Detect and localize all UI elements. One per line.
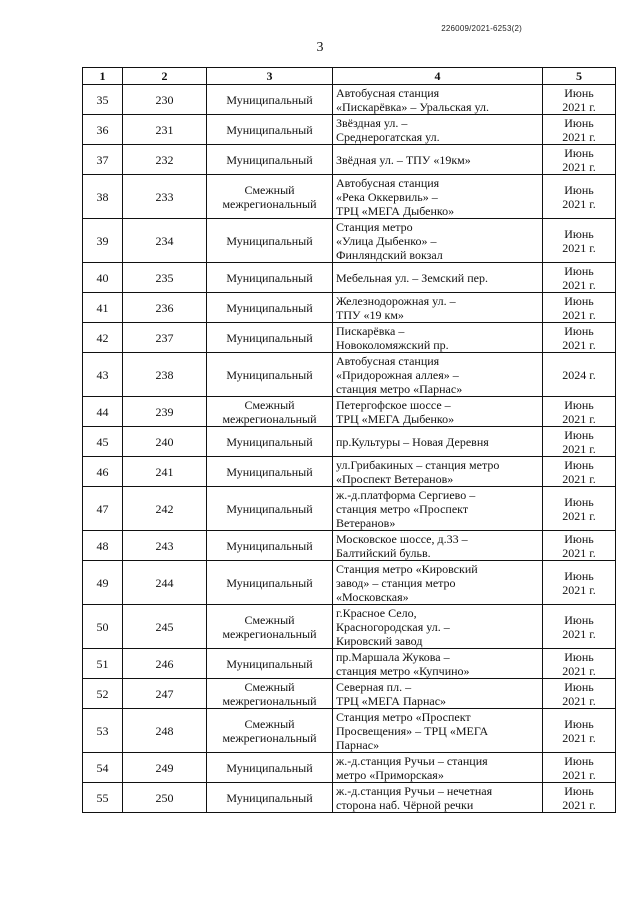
route-description-line: Ветеранов» [336, 515, 396, 530]
route-description [333, 263, 543, 293]
launch-date [543, 175, 616, 219]
route-description-line: ж.-д.платформа Сергиево – [336, 487, 476, 502]
launch-date-line: Июнь [564, 716, 594, 731]
launch-date [543, 649, 616, 679]
launch-date [543, 427, 616, 457]
row-number: 54 [83, 753, 123, 783]
table-row [83, 487, 616, 531]
route-type: Смежный межрегиональный [207, 397, 333, 427]
launch-date-line: 2021 г. [562, 508, 596, 523]
route-type: Муниципальный [207, 649, 333, 679]
row-number: 48 [83, 531, 123, 561]
route-type: Муниципальный [207, 263, 333, 293]
route-description-line: Северная пл. – [336, 679, 412, 694]
launch-date-line: Июнь [564, 115, 594, 130]
launch-date-line: Июнь [564, 226, 594, 241]
launch-date [543, 783, 616, 813]
route-type: Муниципальный [207, 457, 333, 487]
row-number: 47 [83, 487, 123, 531]
table-row [83, 263, 616, 293]
column-header: 3 [207, 68, 333, 85]
launch-date-line: Июнь [564, 427, 594, 442]
route-number: 233 [123, 175, 207, 219]
route-description-line: «Пискарёвка» – Уральская ул. [336, 99, 489, 114]
table-row [83, 561, 616, 605]
launch-date-line: Июнь [564, 457, 594, 472]
launch-date-line: 2021 г. [562, 277, 596, 292]
launch-date-line: Июнь [564, 323, 594, 338]
route-number: 237 [123, 323, 207, 353]
launch-date [543, 85, 616, 115]
route-number: 239 [123, 397, 207, 427]
document-id: 226009/2021-6253(2) [441, 24, 522, 33]
row-number: 45 [83, 427, 123, 457]
table-row [83, 219, 616, 263]
launch-date [543, 263, 616, 293]
route-number: 238 [123, 353, 207, 397]
row-number: 38 [83, 175, 123, 219]
route-description [333, 145, 543, 175]
route-number: 245 [123, 605, 207, 649]
route-type: Муниципальный [207, 353, 333, 397]
route-type: Муниципальный [207, 323, 333, 353]
route-type: Смежный межрегиональный [207, 679, 333, 709]
launch-date [543, 709, 616, 753]
route-description-line: Мебельная ул. – Земский пер. [336, 270, 488, 285]
route-description-line: «Московская» [336, 589, 409, 604]
table-row [83, 353, 616, 397]
launch-date-line: Июнь [564, 263, 594, 278]
route-type: Муниципальный [207, 783, 333, 813]
route-type: Муниципальный [207, 293, 333, 323]
launch-date [543, 487, 616, 531]
launch-date [543, 145, 616, 175]
route-description-line: Финляндский вокзал [336, 247, 443, 262]
route-description [333, 709, 543, 753]
row-number: 36 [83, 115, 123, 145]
route-description-line: Кировский завод [336, 633, 423, 648]
launch-date-line: 2021 г. [562, 441, 596, 456]
route-description-line: Автобусная станция [336, 85, 440, 100]
launch-date-line: 2021 г. [562, 693, 596, 708]
launch-date-line: Июнь [564, 397, 594, 412]
launch-date-line: Июнь [564, 145, 594, 160]
route-description [333, 487, 543, 531]
column-header: 5 [543, 68, 616, 85]
route-description-line: Красногородская ул. – [336, 619, 450, 634]
row-number: 51 [83, 649, 123, 679]
launch-date-line: Июнь [564, 649, 594, 664]
row-number: 50 [83, 605, 123, 649]
route-description [333, 649, 543, 679]
table-row [83, 649, 616, 679]
row-number: 42 [83, 323, 123, 353]
launch-date-line: 2021 г. [562, 767, 596, 782]
route-description-line: ж.-д.станция Ручьи – станция [336, 753, 488, 768]
route-description-line: ТРЦ «МЕГА Дыбенко» [336, 411, 455, 426]
route-number: 236 [123, 293, 207, 323]
route-description-line: Петергофское шоссе – [336, 397, 451, 412]
launch-date [543, 219, 616, 263]
route-description [333, 457, 543, 487]
route-type: Муниципальный [207, 531, 333, 561]
table-row [83, 293, 616, 323]
column-header: 4 [333, 68, 543, 85]
route-type: Муниципальный [207, 85, 333, 115]
launch-date-line: Июнь [564, 679, 594, 694]
launch-date [543, 561, 616, 605]
launch-date [543, 115, 616, 145]
route-description-line: Автобусная станция [336, 175, 440, 190]
routes-table [82, 67, 616, 813]
route-description [333, 427, 543, 457]
route-description-line: г.Красное Село, [336, 605, 417, 620]
route-number: 230 [123, 85, 207, 115]
launch-date-line: 2021 г. [562, 129, 596, 144]
table-row [83, 115, 616, 145]
launch-date [543, 753, 616, 783]
launch-date-line: 2021 г. [562, 797, 596, 812]
route-description-line: станция метро «Проспект [336, 501, 469, 516]
launch-date-line: 2021 г. [562, 471, 596, 486]
route-description [333, 293, 543, 323]
route-description-line: Станция метро [336, 219, 413, 234]
route-description-line: Пискарёвка – [336, 323, 405, 338]
route-number: 235 [123, 263, 207, 293]
route-description [333, 679, 543, 709]
launch-date-line: Июнь [564, 85, 594, 100]
launch-date-line: Июнь [564, 293, 594, 308]
table-row [83, 783, 616, 813]
table-row [83, 709, 616, 753]
launch-date [543, 397, 616, 427]
launch-date [543, 293, 616, 323]
row-number: 46 [83, 457, 123, 487]
route-description-line: Новоколомяжский пр. [336, 337, 449, 352]
route-number: 231 [123, 115, 207, 145]
launch-date-line: Июнь [564, 531, 594, 546]
route-description-line: Звёдная ул. – ТПУ «19км» [336, 152, 471, 167]
route-number: 240 [123, 427, 207, 457]
table-header-row [83, 68, 616, 85]
route-description-line: станция метро «Парнас» [336, 381, 463, 396]
route-description [333, 323, 543, 353]
launch-date-line: 2021 г. [562, 663, 596, 678]
table-row [83, 457, 616, 487]
table-row [83, 605, 616, 649]
route-number: 244 [123, 561, 207, 605]
row-number: 43 [83, 353, 123, 397]
launch-date-line: 2021 г. [562, 545, 596, 560]
launch-date [543, 531, 616, 561]
launch-date [543, 323, 616, 353]
column-header: 2 [123, 68, 207, 85]
route-type: Муниципальный [207, 145, 333, 175]
launch-date-line: 2021 г. [562, 240, 596, 255]
route-number: 247 [123, 679, 207, 709]
table-row [83, 679, 616, 709]
launch-date-line: 2021 г. [562, 730, 596, 745]
route-description-line: ж.-д.станция Ручьи – нечетная [336, 783, 493, 798]
route-description [333, 753, 543, 783]
route-description-line: Железнодорожная ул. – [336, 293, 456, 308]
route-description-line: сторона наб. Чёрной речки [336, 797, 474, 812]
table-row [83, 85, 616, 115]
route-description-line: Просвещения» – ТРЦ «МЕГА [336, 723, 489, 738]
table-row [83, 753, 616, 783]
route-description-line: «Река Оккервиль» – [336, 189, 438, 204]
route-description-line: Станция метро «Кировский [336, 561, 478, 576]
route-number: 242 [123, 487, 207, 531]
route-description [333, 353, 543, 397]
table-row [83, 427, 616, 457]
launch-date-line: 2021 г. [562, 196, 596, 211]
row-number: 39 [83, 219, 123, 263]
launch-date-line: 2021 г. [562, 411, 596, 426]
route-description-line: Московское шоссе, д.33 – [336, 531, 468, 546]
row-number: 37 [83, 145, 123, 175]
route-number: 232 [123, 145, 207, 175]
route-description-line: Балтийский бульв. [336, 545, 431, 560]
route-description-line: Звёздная ул. – [336, 115, 408, 130]
launch-date-line: Июнь [564, 568, 594, 583]
route-description [333, 115, 543, 145]
row-number: 52 [83, 679, 123, 709]
route-description-line: Среднерогатская ул. [336, 129, 440, 144]
table-row [83, 175, 616, 219]
launch-date-line: 2021 г. [562, 159, 596, 174]
route-description-line: «Проспект Ветеранов» [336, 471, 454, 486]
route-type: Смежный межрегиональный [207, 605, 333, 649]
route-type: Муниципальный [207, 487, 333, 531]
route-number: 249 [123, 753, 207, 783]
route-description-line: пр.Культуры – Новая Деревня [336, 434, 489, 449]
launch-date [543, 605, 616, 649]
launch-date-line: 2024 г. [562, 367, 596, 382]
table-row [83, 531, 616, 561]
launch-date-line: 2021 г. [562, 337, 596, 352]
route-type: Муниципальный [207, 427, 333, 457]
column-header: 1 [83, 68, 123, 85]
page-number: 3 [316, 40, 324, 55]
launch-date [543, 353, 616, 397]
route-number: 248 [123, 709, 207, 753]
route-description [333, 561, 543, 605]
launch-date-line: 2021 г. [562, 582, 596, 597]
route-description-line: завод» – станция метро [336, 575, 456, 590]
route-type: Муниципальный [207, 115, 333, 145]
route-description-line: пр.Маршала Жукова – [336, 649, 450, 664]
launch-date-line: Июнь [564, 753, 594, 768]
table-row [83, 323, 616, 353]
launch-date-line: 2021 г. [562, 307, 596, 322]
route-number: 243 [123, 531, 207, 561]
row-number: 49 [83, 561, 123, 605]
route-number: 246 [123, 649, 207, 679]
table-row [83, 397, 616, 427]
route-description-line: Станция метро «Проспект [336, 709, 471, 724]
route-type: Муниципальный [207, 753, 333, 783]
row-number: 35 [83, 85, 123, 115]
row-number: 53 [83, 709, 123, 753]
route-description-line: «Улица Дыбенко» – [336, 233, 437, 248]
table-body [83, 85, 616, 813]
row-number: 41 [83, 293, 123, 323]
route-description [333, 531, 543, 561]
route-type: Муниципальный [207, 219, 333, 263]
launch-date [543, 679, 616, 709]
table-row [83, 145, 616, 175]
row-number: 40 [83, 263, 123, 293]
route-description-line: ТРЦ «МЕГА Дыбенко» [336, 203, 455, 218]
route-type: Муниципальный [207, 561, 333, 605]
launch-date-line: 2021 г. [562, 99, 596, 114]
route-description-line: «Придорожная аллея» – [336, 367, 459, 382]
launch-date [543, 457, 616, 487]
route-number: 241 [123, 457, 207, 487]
route-description-line: станция метро «Купчино» [336, 663, 470, 678]
route-description [333, 783, 543, 813]
row-number: 55 [83, 783, 123, 813]
launch-date-line: Июнь [564, 783, 594, 798]
route-description-line: Парнас» [336, 737, 380, 752]
route-description [333, 605, 543, 649]
route-number: 234 [123, 219, 207, 263]
row-number: 44 [83, 397, 123, 427]
launch-date-line: Июнь [564, 494, 594, 509]
launch-date-line: Июнь [564, 182, 594, 197]
route-description [333, 397, 543, 427]
route-description-line: метро «Приморская» [336, 767, 444, 782]
route-description-line: Автобусная станция [336, 353, 440, 368]
route-description [333, 175, 543, 219]
route-description [333, 85, 543, 115]
route-description-line: ТПУ «19 км» [336, 307, 404, 322]
launch-date-line: Июнь [564, 612, 594, 627]
route-description-line: ТРЦ «МЕГА Парнас» [336, 693, 447, 708]
route-description-line: ул.Грибакиных – станция метро [336, 457, 500, 472]
route-type: Смежный межрегиональный [207, 175, 333, 219]
launch-date-line: 2021 г. [562, 626, 596, 641]
route-type: Смежный межрегиональный [207, 709, 333, 753]
route-description [333, 219, 543, 263]
route-number: 250 [123, 783, 207, 813]
